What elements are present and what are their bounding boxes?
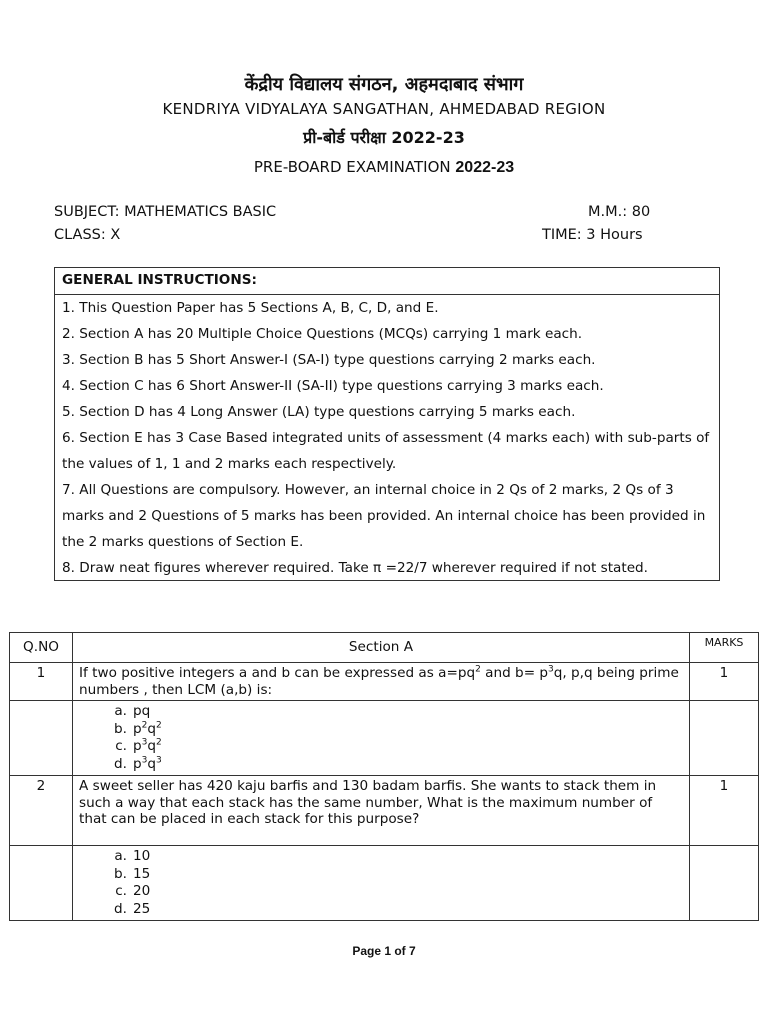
table-row xyxy=(10,663,759,701)
class-label: CLASS: X xyxy=(54,227,121,243)
table-row xyxy=(10,776,759,846)
option-item: b. $p^2q^2$ xyxy=(114,719,162,737)
english-exam-title xyxy=(0,158,768,177)
page-number: Page 1 of 7 xyxy=(352,944,416,958)
col-section: Section A xyxy=(73,633,690,663)
instruction-item: 2. Section A has 20 Multiple Choice Questions (MCQs) carrying 1 mark each. xyxy=(62,326,583,342)
exam-label: PRE-BOARD EXAMINATION xyxy=(253,158,451,176)
time-label: TIME: 3 Hours xyxy=(542,227,643,243)
exam-year: 2022-23 xyxy=(455,159,515,176)
question-text: A sweet seller has 420 kaju barfis and 130 badam barfis. She wants to stack them in such a way that each stack has the same number, What is the maximum number of that can be placed in each stack for this purpose? xyxy=(73,776,690,846)
col-marks: MARKS xyxy=(690,633,759,663)
instructions-list xyxy=(55,295,719,581)
question-text: If two positive integers a and b can be expressed as $a=pq^2$ and $b= p^3q$, p,q being prime numbers , then LCM (a,b) is: xyxy=(73,663,690,701)
english-org-title: KENDRIYA VIDYALAYA SANGATHAN, AHMEDABAD REGION xyxy=(162,100,606,118)
table-row xyxy=(10,701,759,776)
hindi-exam-title: प्री-बोर्ड परीक्षा 2022-23 xyxy=(303,128,465,147)
table-row xyxy=(10,846,759,921)
general-instructions-box xyxy=(54,267,720,581)
instruction-item: 7. All Questions are compulsory. However, an internal choice in 2 Qs of 2 marks, 2 Qs of 3 marks and 2 Questions of 5 marks has been provided. An internal choice has been provided in the 2 marks questions of Section E. xyxy=(62,482,706,550)
subject-label: SUBJECT: MATHEMATICS BASIC xyxy=(54,204,277,220)
hindi-org-title: केंद्रीय विद्यालय संगठन, अहमदाबाद संभाग xyxy=(244,74,524,95)
option-item: b. 15 xyxy=(114,865,151,882)
instruction-item: 4. Section C has 6 Short Answer-II (SA-II) type questions carrying 3 marks each. xyxy=(62,378,604,394)
col-qno: Q.NO xyxy=(10,633,73,663)
question-number: 1 xyxy=(10,663,73,701)
question-marks: 1 xyxy=(690,663,759,701)
instruction-item: 5. Section D has 4 Long Answer (LA) type questions carrying 5 marks each. xyxy=(62,404,576,420)
max-marks-label: M.M.: 80 xyxy=(588,204,651,220)
instructions-heading: GENERAL INSTRUCTIONS: xyxy=(55,268,719,295)
options-cell xyxy=(73,701,690,776)
option-item: a. 10 xyxy=(114,848,151,864)
question-marks: 1 xyxy=(690,776,759,846)
option-item: c. $p^3q^2$ xyxy=(115,737,162,754)
instruction-item: 8. Draw neat figures wherever required. Take π =22/7 wherever required if not stated. xyxy=(62,560,649,576)
table-header-row xyxy=(10,633,759,663)
option-item: d. 25 xyxy=(114,900,151,917)
option-item: d. $p^3q^3$ xyxy=(114,754,162,772)
instruction-item: 1. This Question Paper has 5 Sections A, B, C, D, and E. xyxy=(62,300,439,316)
question-number: 2 xyxy=(10,776,73,846)
option-item: a. pq xyxy=(114,703,151,719)
question-table xyxy=(9,632,759,921)
instruction-item: 6. Section E has 3 Case Based integrated units of assessment (4 marks each) with sub-parts of the values of 1, 1 and 2 marks each respectively. xyxy=(62,430,710,472)
instruction-item: 3. Section B has 5 Short Answer-I (SA-I) type questions carrying 2 marks each. xyxy=(62,352,596,368)
option-item: c. 20 xyxy=(115,883,151,899)
options-cell xyxy=(73,846,690,921)
